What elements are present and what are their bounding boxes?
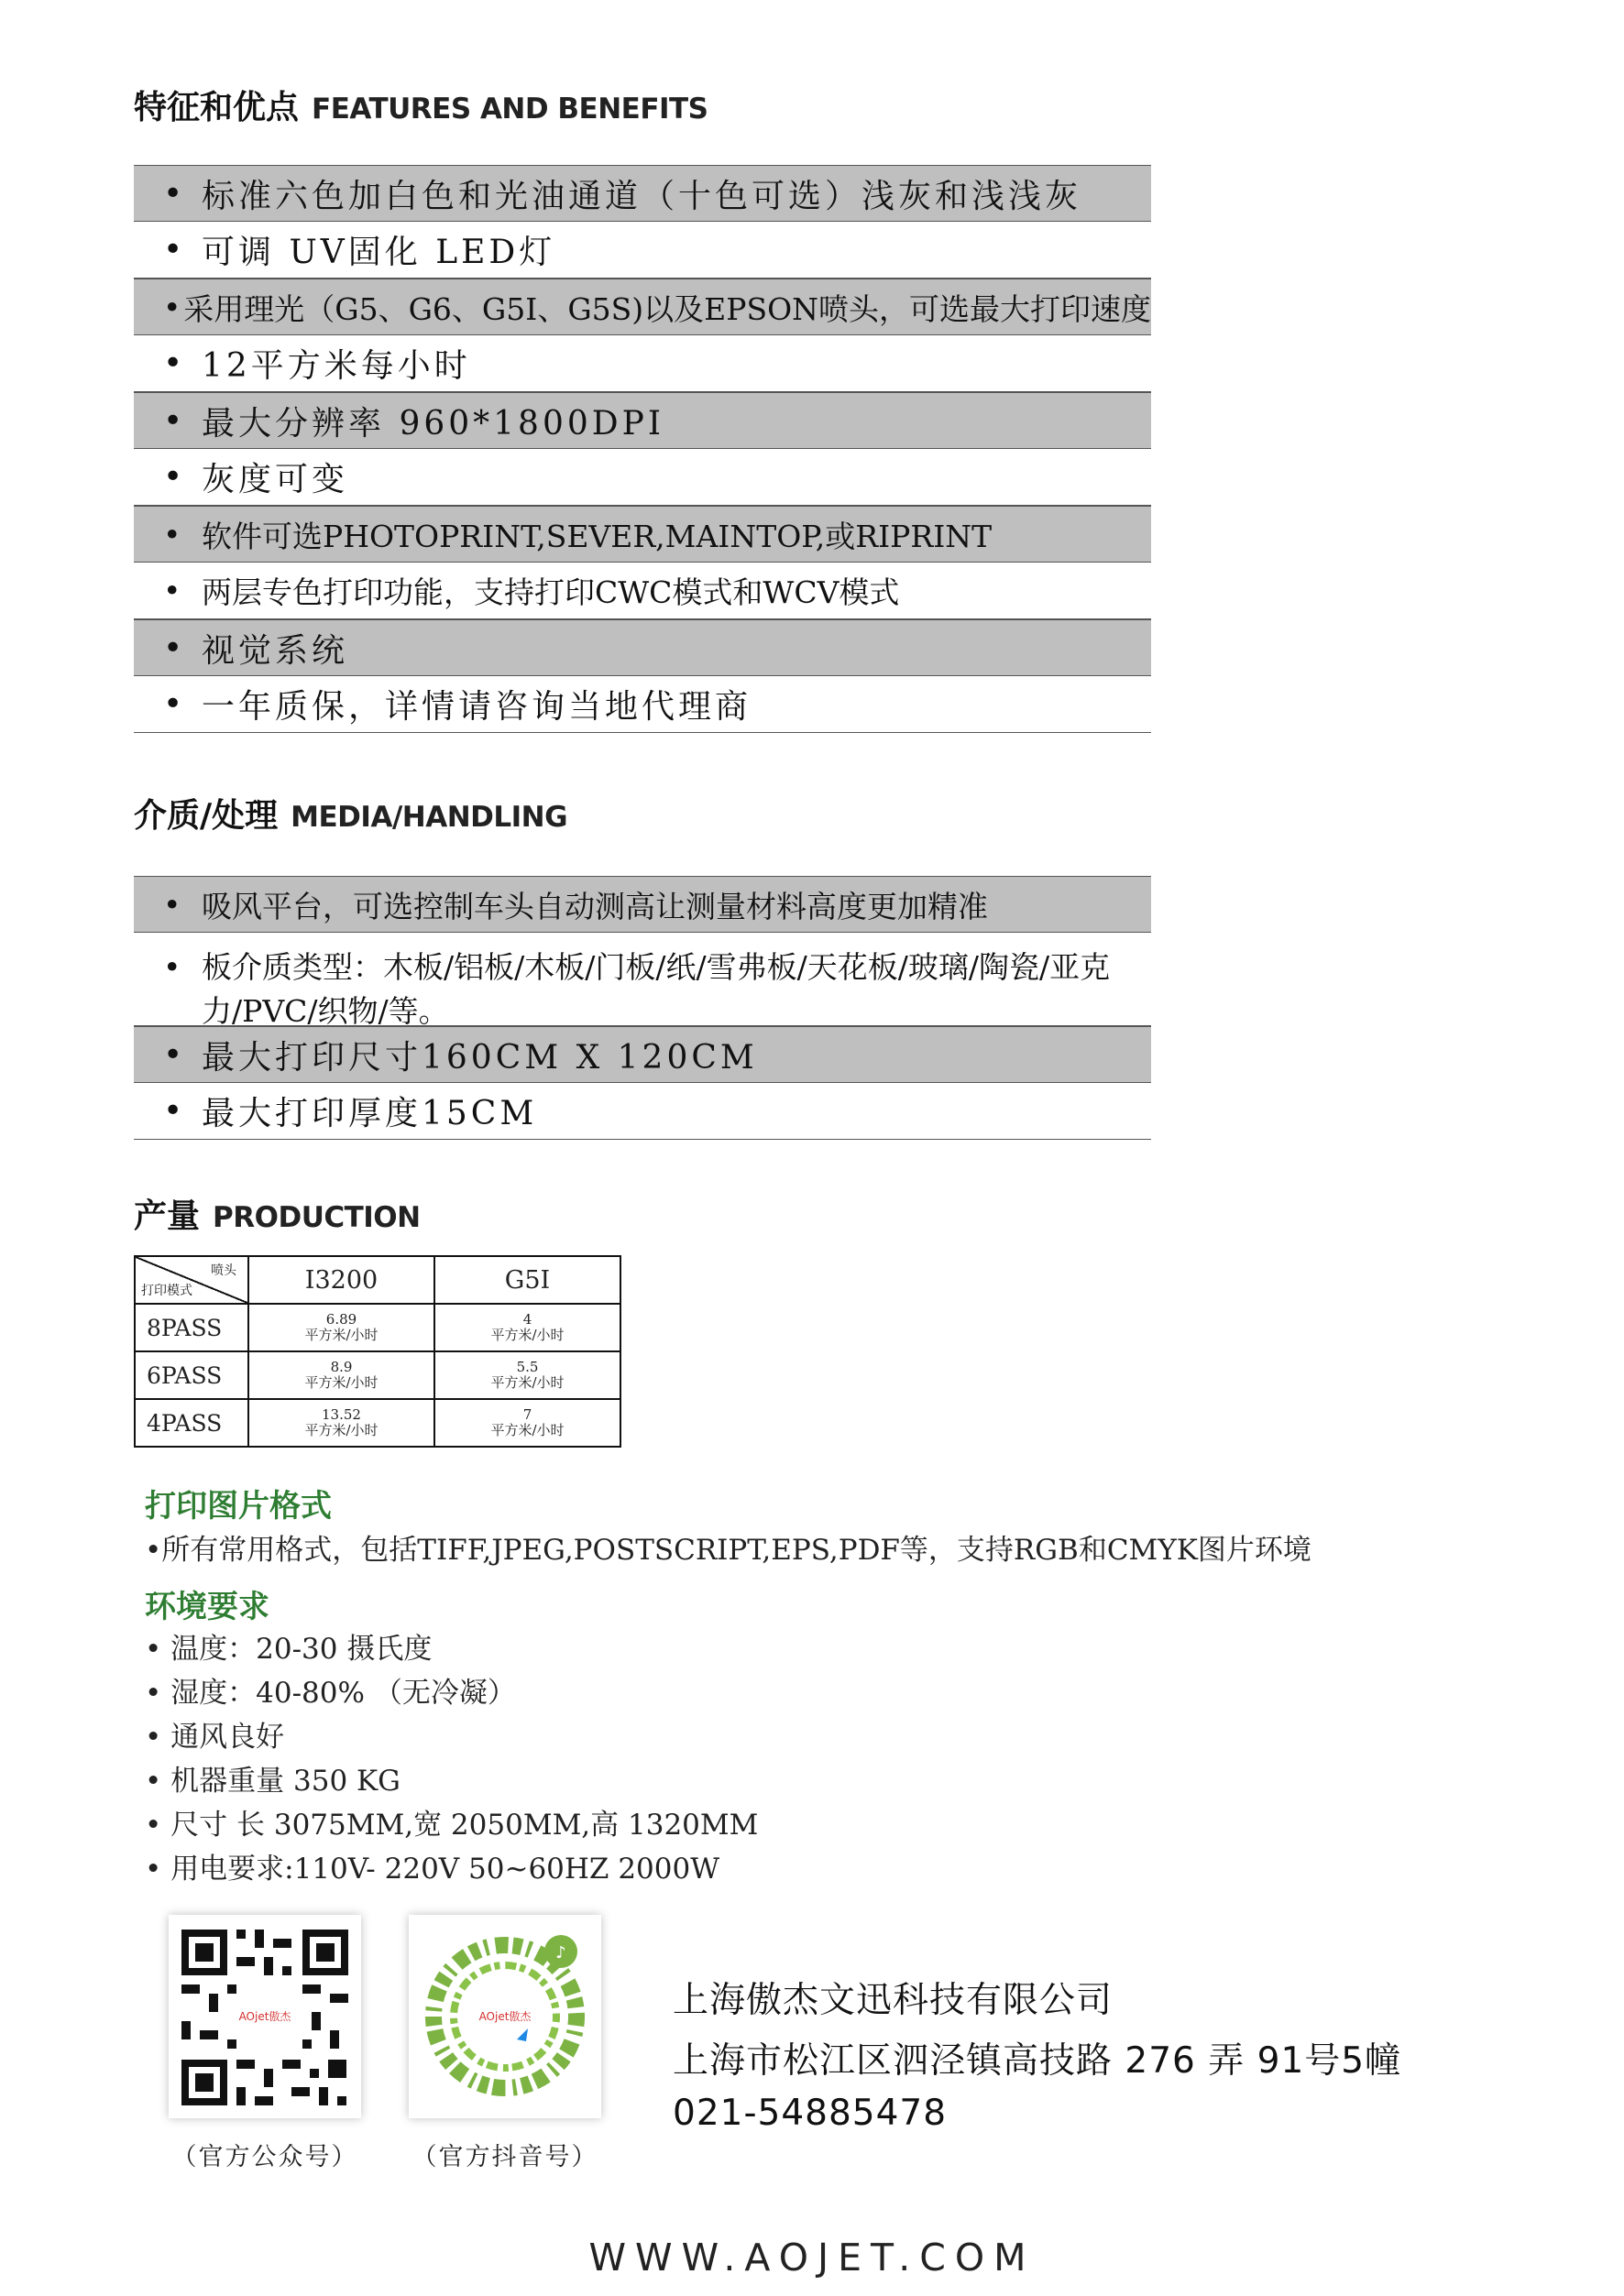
bullet-icon: • (163, 516, 181, 552)
value-number: 7 (522, 1406, 532, 1423)
media-text: 最大打印尺寸160CM X 120CM (202, 1038, 758, 1077)
feature-row (134, 676, 1151, 733)
value-number: 13.52 (322, 1406, 361, 1423)
environment-item: • 通风良好 (145, 1721, 285, 1754)
media-row (134, 1083, 1151, 1140)
column-header: G5I (434, 1256, 620, 1304)
bullet-icon: • (163, 401, 183, 440)
bullet-icon: • (163, 174, 183, 213)
feature-row (134, 335, 1151, 392)
value-cell (434, 1351, 620, 1399)
column-header: I3200 (248, 1256, 434, 1304)
company-name: 上海傲杰文迅科技有限公司 (673, 1980, 1114, 2021)
feature-text: 视觉系统 (202, 631, 349, 670)
media-row (134, 1026, 1151, 1083)
feature-text: 一年质保，详情请咨询当地代理商 (202, 688, 752, 726)
production-title-en: PRODUCTION (213, 1201, 421, 1234)
feature-text: 采用理光（G5、G6、G5I、G5S)以及EPSON喷头，可选最大打印速度 (183, 290, 1151, 327)
company-phone: 021-54885478 (673, 2093, 948, 2134)
qr-brand-text: AOjet傲杰 (478, 2010, 532, 2023)
bullet-icon: • (163, 231, 183, 268)
value-number: 5.5 (516, 1359, 539, 1375)
environment-item: • 机器重量 350 KG (145, 1765, 401, 1798)
production-table (134, 1255, 621, 1448)
media-text: 最大打印厚度15CM (202, 1095, 538, 1132)
bullet-icon: • (163, 344, 183, 382)
value-cell (248, 1351, 434, 1399)
environment-item: • 尺寸 长 3075MM,宽 2050MM,高 1320MM (145, 1809, 759, 1842)
wechat-qr-code (169, 1915, 361, 2118)
company-address: 上海市松江区泗泾镇高技路 276 弄 91号5幢 (673, 2040, 1402, 2082)
value-unit: 平方米/小时 (490, 1422, 565, 1438)
formats-text: •所有常用格式，包括TIFF,JPEG,POSTSCRIPT,EPS,PDF等，支持RGB和CMYK图片环境 (145, 1534, 1311, 1567)
environment-item: • 用电要求:110V- 220V 50~60HZ 2000W (145, 1853, 720, 1886)
feature-row (134, 392, 1151, 449)
feature-text: 最大分辨率 960*1800DPI (202, 404, 665, 443)
value-unit: 平方米/小时 (490, 1374, 565, 1391)
bullet-icon: • (163, 685, 183, 723)
media-heading (134, 797, 568, 835)
mode-cell: 6PASS (135, 1351, 248, 1399)
media-title-en: MEDIA/HANDLING (291, 801, 568, 834)
media-title-zh: 介质/处理 (134, 797, 279, 835)
mode-cell: 8PASS (135, 1304, 248, 1351)
table-row (135, 1304, 620, 1351)
feature-row (134, 449, 1151, 506)
feature-row (134, 165, 1151, 222)
value-unit: 平方米/小时 (304, 1422, 379, 1438)
douyin-qr-code (409, 1915, 601, 2118)
website-url[interactable]: WWW.AOJET.COM (588, 2236, 1036, 2280)
environment-item: • 湿度：40-80% （无冷凝） (145, 1677, 516, 1710)
table-row (135, 1351, 620, 1399)
value-unit: 平方米/小时 (490, 1327, 565, 1343)
value-unit: 平方米/小时 (304, 1374, 379, 1391)
bullet-icon: • (163, 949, 181, 985)
production-heading (134, 1197, 421, 1235)
value-cell (434, 1304, 620, 1351)
feature-row (134, 506, 1151, 563)
environment-list (145, 1627, 758, 1891)
environment-title: 环境要求 (145, 1589, 269, 1625)
environment-item: • 温度：20-30 摄氏度 (145, 1633, 433, 1666)
value-number: 6.89 (325, 1311, 357, 1328)
media-row (134, 933, 1151, 1026)
feature-row (134, 222, 1151, 279)
bullet-icon: • (163, 289, 181, 325)
feature-text: 标准六色加白色和光油通道（十色可选）浅灰和浅浅灰 (202, 177, 1082, 215)
table-row (135, 1399, 620, 1447)
corner-mode-label: 打印模式 (141, 1284, 192, 1298)
value-number: 8.9 (330, 1359, 353, 1375)
qr-brand-text: AOjet傲杰 (238, 2010, 291, 2023)
media-text: 板介质类型：木板/铝板/木板/门板/纸/雪弗板/天花板/玻璃/陶瓷/亚克力/PVC/织物/等。 (202, 949, 1111, 1026)
bullet-icon: • (163, 886, 181, 923)
value-cell (434, 1399, 620, 1447)
feature-text: 两层专色打印功能，支持打印CWC模式和WCV模式 (202, 574, 900, 610)
feature-row (134, 563, 1151, 619)
feature-text: 软件可选PHOTOPRINT,SEVER,MAINTOP,或RIPRINT (202, 518, 993, 554)
media-list (134, 876, 1151, 1140)
douyin-qr-icon (409, 1915, 601, 2118)
bullet-icon: • (163, 458, 183, 496)
features-heading (134, 89, 708, 126)
bullet-icon: • (163, 629, 183, 667)
mode-cell: 4PASS (135, 1399, 248, 1447)
production-title-zh: 产量 (134, 1197, 201, 1235)
table-corner-cell (135, 1256, 248, 1304)
bullet-icon: • (163, 1092, 183, 1130)
bullet-icon: • (163, 573, 181, 608)
bullet-icon: • (163, 1035, 183, 1074)
feature-row (134, 279, 1151, 335)
value-cell (248, 1304, 434, 1351)
feature-text: 12平方米每小时 (202, 347, 471, 385)
value-cell (248, 1399, 434, 1447)
value-unit: 平方米/小时 (304, 1327, 379, 1343)
qr-code-icon (169, 1915, 361, 2118)
feature-text: 灰度可变 (202, 461, 349, 498)
corner-head-label: 喷头 (211, 1263, 236, 1278)
wechat-label: （官方公众号） (171, 2143, 358, 2171)
feature-row (134, 619, 1151, 676)
media-text: 吸风平台，可选控制车头自动测高让测量材料高度更加精准 (202, 888, 988, 924)
features-title-en: FEATURES AND BENEFITS (312, 93, 708, 126)
formats-title: 打印图片格式 (145, 1488, 332, 1525)
svg-text:♪: ♪ (555, 1943, 566, 1963)
media-row (134, 876, 1151, 933)
value-number: 4 (522, 1311, 532, 1328)
feature-text: 可调 UV固化 LED灯 (202, 234, 556, 271)
douyin-label: （官方抖音号） (411, 2143, 598, 2171)
features-list (134, 165, 1151, 733)
features-title-zh: 特征和优点 (134, 89, 300, 126)
